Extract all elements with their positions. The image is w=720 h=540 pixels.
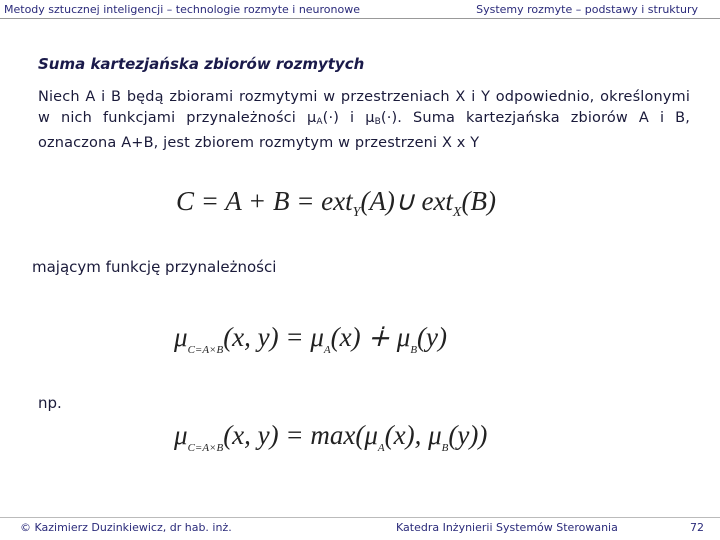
example-label: np.: [38, 394, 62, 412]
slide-title: Suma kartezjańska zbiorów rozmytych: [38, 55, 365, 73]
formula3-sub-a: A: [377, 442, 385, 454]
header-divider: [0, 18, 720, 19]
formula3-sub-b: B: [441, 442, 449, 454]
formula1-sub-x: X: [452, 205, 462, 220]
formula3-sub: C=A×B: [187, 442, 224, 454]
footer-department: Katedra Inżynierii Systemów Sterowania: [396, 521, 618, 534]
formula2-body: (x, y) = μ: [223, 322, 324, 352]
formula2-sub-a: A: [323, 344, 331, 356]
paragraph-part3: (·). Suma kartezjańska zbiorów A i B, oznaczona A+B, jest zbiorem rozmytym w przestrzeni X x Y: [38, 110, 690, 151]
formula1-lhs: C = A + B = ext: [176, 186, 353, 216]
formula3-mid: (x), μ: [384, 420, 442, 450]
formula2-mid: (x) ∔ μ: [330, 322, 411, 352]
paragraph-part2: (·) i μ: [322, 110, 375, 126]
formula3-mu: μ: [174, 420, 188, 450]
definition-paragraph: [38, 87, 690, 154]
formula1-rhs: (B): [461, 186, 496, 216]
formula2-sub-b: B: [410, 344, 418, 356]
formula3-end: (y)): [448, 420, 488, 450]
paragraph-part1: Niech A i B będą zbiorami rozmytymi w przestrzeniach X i Y odpowiednio, określonymi w nich funkcjami przynależności μ: [38, 89, 690, 126]
page-number: 72: [690, 521, 704, 534]
paragraph-sub-a: A: [316, 117, 323, 127]
formula-membership-function: [174, 322, 447, 356]
paragraph-sub-b: B: [374, 117, 381, 127]
formula1-sub-y: Y: [352, 205, 361, 220]
footer-author: © Kazimierz Duzinkiewicz, dr hab. inż.: [20, 521, 232, 534]
formula1-middle: (A)∪ ext: [360, 186, 453, 216]
formula3-body: (x, y) = max(μ: [223, 420, 378, 450]
formula2-mu: μ: [174, 322, 188, 352]
header-section-title: Systemy rozmyte – podstawy i struktury: [476, 3, 698, 16]
formula-cartesian-sum: [176, 186, 496, 221]
formula-max-example: [174, 420, 487, 454]
formula2-end: (y): [417, 322, 448, 352]
formula2-sub: C=A×B: [187, 344, 224, 356]
footer-divider: [0, 517, 720, 518]
header-course-title: Metody sztucznej inteligencji – technologie rozmyte i neuronowe: [4, 3, 361, 16]
membership-function-label: mającym funkcję przynależności: [32, 258, 277, 276]
